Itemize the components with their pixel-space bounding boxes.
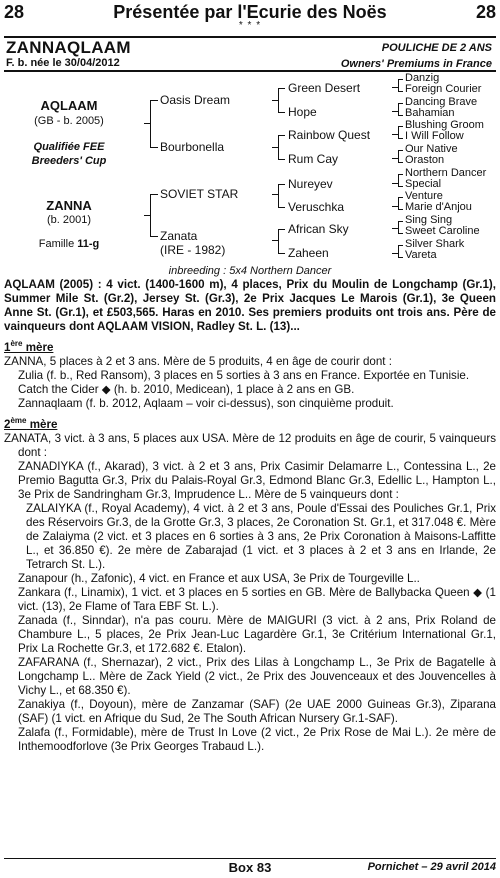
pedigree-g3-8: Zaheen: [288, 246, 329, 260]
pedigree-g4-14: Sweet Caroline: [405, 225, 480, 237]
pedigree-g3-3: Rainbow Quest: [288, 128, 371, 142]
bracket-line: [398, 221, 403, 222]
page-number-left: 28: [4, 2, 25, 22]
dam-record: ZANNA, 5 places à 2 et 3 ans. Mère de 5 produits, 4 en âge de courir dont :: [4, 354, 392, 368]
bracket-line: [278, 184, 285, 185]
bracket-line: [144, 215, 150, 216]
produce-entry: Zanakiya (f., Doyoun), mère de Zanzamar (SAF) (2e UAE 2000 Guineas Gr.3), Ziparana (SAF) (1 vict. en Afrique du Sud, 2e The South African Nursery Gr.1-SAF).: [18, 697, 496, 725]
bracket-line: [272, 100, 278, 101]
bracket-line: [392, 228, 398, 229]
pedigree-g4-11: Venture: [405, 190, 443, 202]
bracket-line: [398, 162, 403, 163]
bracket-line: [278, 253, 285, 254]
sire-qualification-1: Qualifiée FEE: [33, 141, 105, 153]
bracket-line: [398, 209, 403, 210]
sire-info: (GB - b. 2005): [34, 115, 104, 127]
produce-entry: Zankara (f., Linamix), 1 vict. et 3 places en 5 sorties en GB. Mère de Ballybacka Queen ◆ (1 vict. (13), 2e Flame of Tara EBF St. L.).: [18, 585, 496, 613]
bracket-line: [398, 174, 403, 175]
bracket-line: [278, 207, 285, 208]
bracket-line: [398, 257, 403, 258]
sire-qualification-2: Breeders' Cup: [31, 155, 107, 167]
pedigree-g2-2: Bourbonella: [160, 140, 225, 154]
bracket-line: [392, 253, 398, 254]
bracket-line: [278, 229, 279, 253]
bracket-line: [398, 197, 399, 209]
produce-entry: ZALAIYKA (f., Royal Academy), 4 vict. à 2 et 3 ans, Poule d'Essai des Pouliches Gr.1, Prix des Réservoirs Gr.3, de la Grotte Gr.3, 3 places, 2e Coronation St. Gr.1, et 317.048 €. Mère de Zalaiyma (2 vict. et 3 places en 6 sorties à 3 ans, 2e Prix Coronation à Maisons-Laffitte L., et 36.850 €). 2e mère de Zabarajad (1 vict. et 3 places à 2 et 3 ans en Irlande, 2e Tetrarch St. L.).: [26, 501, 496, 571]
bracket-line: [398, 245, 399, 257]
sire-name: AQLAAM: [40, 98, 98, 113]
pedigree-g4-15: Silver Shark: [405, 238, 465, 250]
dam-famille: Famille 11-g: [38, 238, 100, 250]
bracket-line: [392, 206, 398, 207]
pedigree-g4-7: Our Native: [405, 143, 458, 155]
pedigree-g4-2: Foreign Courier: [405, 83, 482, 95]
bracket-line: [272, 240, 278, 241]
bracket-line: [398, 150, 399, 162]
produce-entry: Zannaqlaam (f. b. 2012, Aqlaam – voir ci-dessus), son cinquième produit.: [18, 396, 394, 410]
pedigree-g4-16: Vareta: [405, 249, 437, 261]
second-dam-record: ZANATA, 3 vict. à 3 ans, 5 places aux USA. Mère de 12 produits en âge de courir, 5 vainqueurs dont :: [4, 431, 496, 459]
pedigree-g2-1: Oasis Dream: [160, 93, 231, 107]
stars-ornament: * * *: [238, 20, 262, 31]
pedigree-g3-2: Hope: [288, 105, 317, 119]
bracket-line: [398, 150, 403, 151]
pedigree-g4-5: Blushing Groom: [405, 119, 484, 131]
section-second-dam: 2ème mère: [4, 415, 58, 431]
bracket-line: [278, 112, 285, 113]
bracket-line: [150, 100, 151, 147]
bracket-line: [272, 194, 278, 195]
produce-entry: Zulia (f. b., Red Ransom), 3 places en 5 sorties à 3 ans en France. Exportée en Tunisie.: [18, 368, 470, 382]
bracket-line: [398, 245, 403, 246]
pedigree-g4-1: Danzig: [405, 72, 440, 84]
dam-info: (b. 2001): [46, 214, 92, 226]
bracket-line: [278, 88, 285, 89]
horse-birth: F. b. née le 30/04/2012: [6, 57, 120, 69]
bracket-line: [398, 126, 403, 127]
bracket-line: [392, 111, 398, 112]
bracket-line: [150, 194, 158, 195]
pedigree-g4-12: Marie d'Anjou: [405, 201, 472, 213]
bracket-line: [278, 135, 279, 159]
produce-entry: Zanada (f., Sinndar), n'a pas couru. Mère de MAIGURI (3 vict. à 2 ans, Prix Roland de Chambure L., 5 places, 2e Prix Jean-Luc Lagardère Gr.1, 3e Critérium International Gr.1, Prix La Rochette Gr.3, et 172.682 €. Etalon).: [18, 613, 496, 655]
bracket-line: [398, 79, 403, 80]
pedigree-g2-3: SOVIET STAR: [160, 187, 239, 201]
bracket-line: [398, 103, 403, 104]
pedigree-g4-4: Bahamian: [405, 107, 455, 119]
pedigree-g2-4-info: (IRE - 1982): [160, 243, 226, 257]
bracket-line: [392, 158, 398, 159]
sire-summary: AQLAAM (2005) : 4 vict. (1400-1600 m), 4 places, Prix du Moulin de Longchamp (Gr.1), Summer Mile St. (Gr.2), Jersey St. (Gr.3), 2e Prix Jacques Le Marois (Gr.1), 3e Queen Anne St. (Gr.1), et £503,565. Haras en 2010. Ses premiers produits ont trois ans. Père de vainqueurs dont AQLAAM VISION, Radley St. L. (13)...: [4, 278, 496, 333]
produce-entry: ZAFARANA (f., Shernazar), 2 vict., Prix des Lilas à Longchamp L., 3e Prix de Bagatelle à Longchamp L.. Mère de Zack Yield (2 vict., 2e Prix des Jouvenceaux et des Jouvencelles à Vichy L., et 68.350 €).: [18, 655, 496, 697]
bracket-line: [398, 233, 403, 234]
produce-entry: Catch the Cider ◆ (h. b. 2010, Medicean), 1 place à 2 ans en GB.: [18, 382, 355, 396]
pedigree-table: [0, 70, 500, 280]
bracket-line: [150, 147, 158, 148]
pedigree-g3-4: Rum Cay: [288, 152, 339, 166]
pedigree-g4-10: Special: [405, 178, 442, 190]
sale-place-date: Pornichet – 29 avril 2014: [367, 861, 496, 873]
bracket-line: [278, 159, 285, 160]
pedigree-g4-6: I Will Follow: [405, 130, 464, 142]
pedigree-g3-1: Green Desert: [288, 81, 361, 95]
premiums-label: Owners' Premiums in France: [340, 58, 492, 70]
bracket-line: [398, 115, 403, 116]
page-title: Présentée par l'Ecurie des Noës: [113, 2, 387, 22]
section-first-dam: 1ère mère: [4, 339, 54, 354]
pedigree-g4-9: Northern Dancer: [405, 167, 487, 179]
inbreeding-note: inbreeding : 5x4 Northern Dancer: [168, 265, 332, 277]
box-number: Box 83: [228, 860, 272, 875]
bracket-line: [398, 197, 403, 198]
pedigree-g3-7: African Sky: [288, 222, 349, 236]
produce-entry: Zalafa (f., Formidable), mère de Trust In Love (2 vict., 2e Prix Rose de Mai L.). 2e mère de Inthemoodforlove (3e Prix Georges Trabaud L.).: [18, 725, 496, 753]
bracket-line: [272, 147, 278, 148]
bracket-line: [150, 194, 151, 236]
page-footer: [4, 860, 496, 876]
pedigree-g2-4: Zanata: [160, 229, 198, 243]
bracket-line: [150, 100, 158, 101]
produce-entry: Zanapour (h., Zafonic), 4 vict. en France et aux USA, 3e Prix de Tourgeville L..: [18, 571, 420, 585]
footer-rule: [4, 858, 496, 859]
bracket-line: [398, 103, 399, 115]
pedigree-g3-5: Nureyev: [288, 177, 333, 191]
bracket-line: [278, 135, 285, 136]
pedigree-g3-6: Veruschka: [288, 200, 345, 214]
bracket-line: [278, 88, 279, 112]
race-record-text: [4, 278, 496, 754]
bracket-line: [278, 229, 285, 230]
bracket-line: [398, 91, 403, 92]
bracket-line: [392, 183, 398, 184]
bracket-line: [150, 236, 158, 237]
pedigree-g4-13: Sing Sing: [405, 214, 453, 226]
bracket-line: [398, 79, 399, 91]
horse-name: ZANNAQLAAM: [6, 38, 131, 57]
bracket-line: [392, 134, 398, 135]
bracket-line: [392, 87, 398, 88]
bracket-line: [398, 186, 403, 187]
dam-name: ZANNA: [46, 198, 92, 213]
horse-sex-age: POULICHE DE 2 ANS: [381, 42, 492, 54]
bracket-line: [398, 174, 399, 186]
bracket-line: [398, 138, 403, 139]
page-number-right: 28: [475, 2, 496, 22]
bracket-line: [398, 126, 399, 138]
pedigree-g4-8: Oraston: [405, 154, 445, 166]
bracket-line: [144, 123, 150, 124]
bracket-line: [278, 184, 279, 207]
produce-entry: ZANADIYKA (f., Akarad), 3 vict. à 2 et 3 ans, Prix Casimir Delamarre L., Contessina L., 2e Premio Bagutta Gr.3, Prix du Palais-Royal Gr.3, Edmond Blanc Gr.3, Edellic L., Hampton L., 3e Prix de Sandringham Gr.3, Imprudence L.. Mère de 5 vainqueurs dont :: [18, 459, 496, 501]
bracket-line: [398, 221, 399, 233]
pedigree-g4-3: Dancing Brave: [405, 96, 478, 108]
page-header: [4, 0, 496, 31]
